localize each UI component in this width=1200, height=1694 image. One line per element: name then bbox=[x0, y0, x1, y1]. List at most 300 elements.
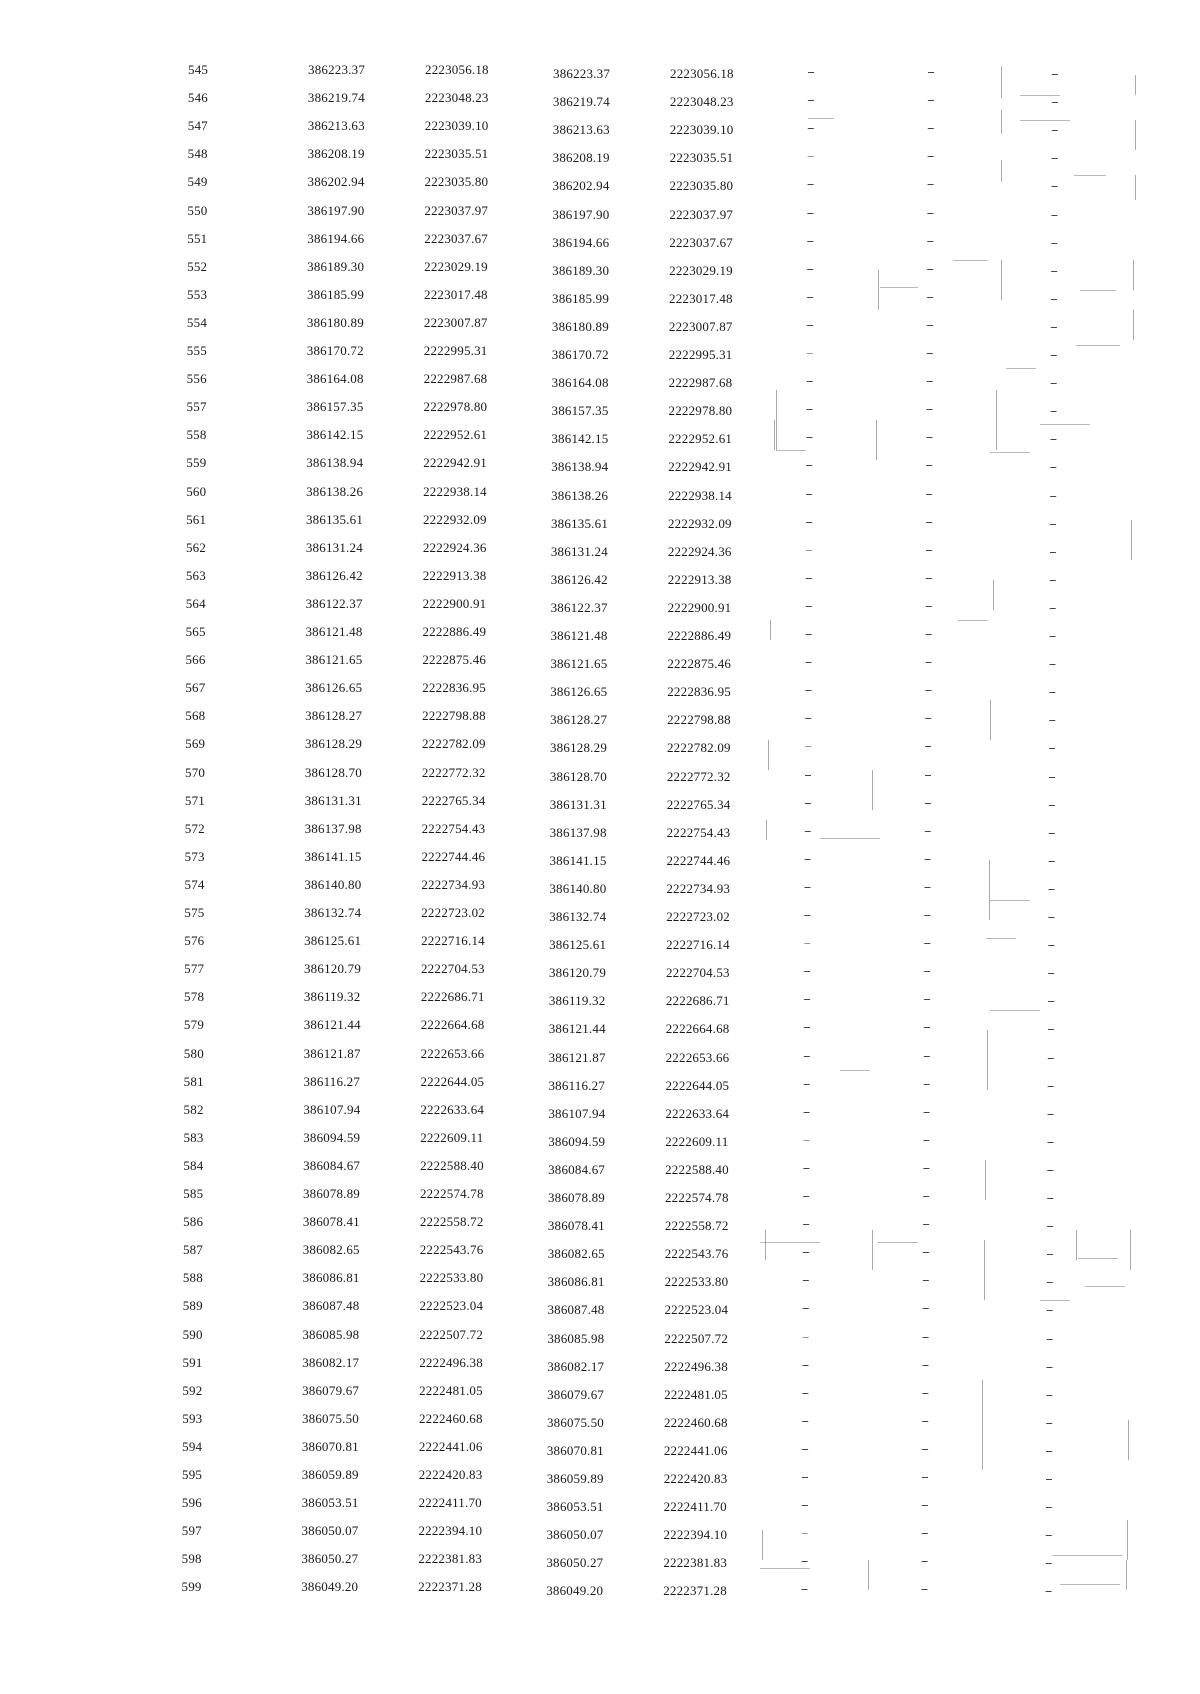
scan-line bbox=[990, 700, 991, 740]
x-coordinate-repeat-cell: 386157.35 bbox=[551, 403, 609, 419]
dash-mark bbox=[922, 1477, 928, 1478]
x-coordinate-repeat-cell: 386075.50 bbox=[546, 1414, 605, 1430]
x-coordinate-cell: 386107.94 bbox=[303, 1101, 361, 1117]
dash-mark bbox=[1048, 973, 1054, 974]
y-coordinate-repeat-cell: 2222942.91 bbox=[668, 459, 732, 475]
x-coordinate-repeat-cell: 386121.65 bbox=[550, 656, 608, 672]
x-coordinate-cell: 386189.30 bbox=[307, 258, 365, 274]
x-coordinate-repeat-cell: 386131.24 bbox=[550, 543, 608, 559]
y-coordinate-repeat-cell: 2222460.68 bbox=[663, 1414, 728, 1430]
y-coordinate-cell: 2222523.04 bbox=[419, 1298, 484, 1314]
point-number-cell: 552 bbox=[187, 258, 208, 274]
dash-mark bbox=[804, 971, 810, 972]
point-number-cell: 589 bbox=[182, 1298, 203, 1314]
table-row bbox=[0, 371, 1200, 397]
x-coordinate-cell: 386135.61 bbox=[305, 511, 364, 527]
point-number-cell: 592 bbox=[182, 1382, 203, 1398]
dash-mark bbox=[1049, 833, 1055, 834]
dash-mark bbox=[807, 409, 813, 410]
point-number-cell: 585 bbox=[183, 1186, 204, 1201]
table-row bbox=[0, 568, 1200, 594]
dash-mark bbox=[807, 353, 813, 354]
table-row bbox=[0, 118, 1200, 144]
y-coordinate-cell: 2222772.32 bbox=[421, 764, 486, 780]
table-row bbox=[0, 174, 1200, 200]
dash-mark bbox=[1051, 215, 1057, 216]
point-number-cell: 554 bbox=[186, 314, 208, 330]
y-coordinate-cell: 2222987.68 bbox=[423, 371, 488, 387]
x-coordinate-cell: 386132.74 bbox=[304, 905, 362, 920]
scan-line bbox=[1080, 290, 1116, 291]
y-coordinate-cell: 2222507.72 bbox=[419, 1326, 484, 1342]
dash-mark bbox=[1050, 580, 1056, 581]
x-coordinate-cell: 386138.26 bbox=[306, 483, 364, 499]
table-row bbox=[0, 1523, 1200, 1549]
scan-line bbox=[872, 1230, 873, 1270]
x-coordinate-cell: 386223.37 bbox=[308, 62, 366, 77]
y-coordinate-cell: 2222609.11 bbox=[420, 1129, 484, 1145]
dash-mark bbox=[925, 831, 931, 832]
point-number-cell: 568 bbox=[185, 708, 206, 724]
dash-mark bbox=[923, 1196, 929, 1197]
dash-mark bbox=[1046, 1591, 1052, 1592]
y-coordinate-cell: 2222574.78 bbox=[419, 1186, 484, 1201]
x-coordinate-cell: 386185.99 bbox=[306, 286, 365, 302]
dash-mark bbox=[806, 606, 812, 607]
x-coordinate-repeat-cell: 386059.89 bbox=[546, 1471, 604, 1486]
y-coordinate-cell: 2222633.64 bbox=[420, 1101, 485, 1117]
scan-line bbox=[1006, 368, 1036, 369]
x-coordinate-repeat-cell: 386141.15 bbox=[549, 852, 607, 868]
dash-mark bbox=[805, 831, 811, 832]
scan-line bbox=[1001, 260, 1002, 300]
point-number-cell: 577 bbox=[184, 961, 205, 977]
dash-mark bbox=[926, 578, 932, 579]
x-coordinate-cell: 386121.65 bbox=[305, 652, 363, 668]
table-row bbox=[0, 596, 1200, 622]
y-coordinate-repeat-cell: 2223007.87 bbox=[668, 318, 733, 334]
scan-line bbox=[776, 390, 777, 450]
y-coordinate-repeat-cell: 2222754.43 bbox=[666, 824, 731, 840]
scan-line bbox=[1001, 110, 1002, 134]
y-coordinate-repeat-cell: 2222481.05 bbox=[664, 1386, 728, 1402]
y-coordinate-cell: 2222664.68 bbox=[420, 1017, 485, 1033]
x-coordinate-cell: 386086.81 bbox=[302, 1270, 360, 1286]
table-row bbox=[0, 1102, 1200, 1128]
x-coordinate-repeat-cell: 386050.27 bbox=[546, 1555, 604, 1571]
point-number-cell: 551 bbox=[187, 230, 208, 246]
y-coordinate-repeat-cell: 2223017.48 bbox=[668, 290, 733, 306]
scan-line bbox=[1040, 424, 1090, 425]
x-coordinate-repeat-cell: 386086.81 bbox=[547, 1274, 605, 1290]
table-row bbox=[0, 259, 1200, 285]
x-coordinate-cell: 386120.79 bbox=[303, 961, 362, 977]
point-number-cell: 574 bbox=[184, 876, 205, 892]
y-coordinate-cell: 2223007.87 bbox=[423, 314, 488, 330]
x-coordinate-repeat-cell: 386107.94 bbox=[548, 1105, 606, 1121]
dash-mark bbox=[1049, 889, 1055, 890]
table-row bbox=[0, 1046, 1200, 1072]
x-coordinate-cell: 386050.27 bbox=[301, 1551, 359, 1567]
dash-mark bbox=[1047, 1226, 1053, 1227]
dash-mark bbox=[803, 1308, 809, 1309]
y-coordinate-repeat-cell: 2222558.72 bbox=[664, 1218, 729, 1234]
dash-mark bbox=[928, 100, 934, 101]
y-coordinate-cell: 2222924.36 bbox=[422, 539, 487, 555]
table-row bbox=[0, 1495, 1200, 1521]
y-coordinate-cell: 2222543.76 bbox=[419, 1242, 484, 1258]
dash-mark bbox=[927, 409, 933, 410]
y-coordinate-cell: 2223035.51 bbox=[424, 146, 489, 162]
scan-line bbox=[1040, 1300, 1070, 1301]
table-row bbox=[0, 62, 1200, 88]
point-number-cell: 558 bbox=[186, 427, 207, 443]
dash-mark bbox=[1050, 636, 1056, 637]
x-coordinate-repeat-cell: 386128.27 bbox=[550, 712, 608, 728]
y-coordinate-repeat-cell: 2222798.88 bbox=[667, 712, 731, 728]
table-row bbox=[0, 680, 1200, 706]
x-coordinate-repeat-cell: 386122.37 bbox=[550, 599, 608, 615]
y-coordinate-cell: 2222900.91 bbox=[422, 595, 487, 611]
dash-mark bbox=[807, 325, 813, 326]
scan-line bbox=[1135, 75, 1136, 95]
dash-mark bbox=[926, 606, 932, 607]
dash-mark bbox=[1048, 1029, 1054, 1030]
scan-line bbox=[993, 580, 994, 610]
dash-mark bbox=[802, 1589, 808, 1590]
y-coordinate-repeat-cell: 2222543.76 bbox=[664, 1246, 729, 1262]
dash-mark bbox=[1050, 439, 1056, 440]
dash-mark bbox=[804, 1084, 810, 1085]
scan-line bbox=[1135, 120, 1136, 150]
table-row bbox=[0, 315, 1200, 341]
scan-line bbox=[774, 420, 775, 450]
dash-mark bbox=[924, 999, 930, 1000]
scan-line bbox=[1001, 66, 1002, 98]
dash-mark bbox=[1051, 243, 1057, 244]
scan-line bbox=[760, 1242, 820, 1243]
dash-mark bbox=[922, 1561, 928, 1562]
y-coordinate-repeat-cell: 2222588.40 bbox=[665, 1161, 729, 1177]
x-coordinate-cell: 386213.63 bbox=[307, 118, 365, 134]
table-row bbox=[0, 708, 1200, 734]
table-row bbox=[0, 793, 1200, 819]
x-coordinate-cell: 386141.15 bbox=[304, 848, 362, 864]
y-coordinate-cell: 2222704.53 bbox=[420, 961, 485, 977]
table-row bbox=[0, 512, 1200, 538]
dash-mark bbox=[807, 297, 813, 298]
y-coordinate-cell: 2222558.72 bbox=[419, 1214, 484, 1230]
table-row bbox=[0, 989, 1200, 1015]
scan-line bbox=[808, 118, 834, 119]
x-coordinate-repeat-cell: 386128.70 bbox=[549, 768, 607, 784]
dash-mark bbox=[925, 775, 931, 776]
point-number-cell: 579 bbox=[183, 1017, 205, 1033]
y-coordinate-repeat-cell: 2223037.97 bbox=[669, 206, 734, 222]
table-row bbox=[0, 821, 1200, 847]
dash-mark bbox=[806, 494, 812, 495]
y-coordinate-repeat-cell: 2222924.36 bbox=[667, 543, 732, 559]
dash-mark bbox=[923, 1168, 929, 1169]
x-coordinate-cell: 386137.98 bbox=[304, 820, 362, 836]
dash-mark bbox=[802, 1505, 808, 1506]
y-coordinate-cell: 2222460.68 bbox=[418, 1410, 483, 1426]
dash-mark bbox=[922, 1365, 928, 1366]
x-coordinate-repeat-cell: 386084.67 bbox=[548, 1161, 606, 1177]
point-number-cell: 561 bbox=[186, 511, 207, 527]
scan-line bbox=[770, 620, 771, 640]
x-coordinate-repeat-cell: 386078.41 bbox=[547, 1218, 605, 1234]
y-coordinate-cell: 2222686.71 bbox=[420, 989, 485, 1005]
dash-mark bbox=[1046, 1479, 1052, 1480]
point-number-cell: 572 bbox=[184, 820, 205, 836]
dash-mark bbox=[923, 1224, 929, 1225]
scan-line bbox=[868, 1560, 869, 1590]
point-number-cell: 569 bbox=[185, 736, 206, 752]
x-coordinate-repeat-cell: 386079.67 bbox=[547, 1386, 605, 1402]
x-coordinate-cell: 386049.20 bbox=[301, 1579, 359, 1595]
y-coordinate-repeat-cell: 2222507.72 bbox=[664, 1330, 729, 1346]
table-row bbox=[0, 1158, 1200, 1184]
dash-mark bbox=[805, 690, 811, 691]
dash-mark bbox=[1050, 608, 1056, 609]
x-coordinate-repeat-cell: 386087.48 bbox=[547, 1302, 605, 1318]
x-coordinate-repeat-cell: 386185.99 bbox=[551, 290, 610, 306]
table-row bbox=[0, 1130, 1200, 1156]
point-number-cell: 548 bbox=[187, 146, 208, 162]
x-coordinate-repeat-cell: 386121.87 bbox=[548, 1049, 606, 1065]
y-coordinate-cell: 2222371.28 bbox=[418, 1579, 482, 1595]
dash-mark bbox=[805, 803, 811, 804]
dash-mark bbox=[1049, 748, 1055, 749]
table-row bbox=[0, 1551, 1200, 1577]
dash-mark bbox=[1046, 1395, 1052, 1396]
dash-mark bbox=[806, 522, 812, 523]
x-coordinate-repeat-cell: 386120.79 bbox=[548, 965, 607, 981]
dash-mark bbox=[924, 1027, 930, 1028]
x-coordinate-repeat-cell: 386049.20 bbox=[546, 1583, 604, 1599]
table-row bbox=[0, 1579, 1200, 1605]
x-coordinate-repeat-cell: 386128.29 bbox=[549, 740, 608, 756]
y-coordinate-cell: 2222754.43 bbox=[421, 820, 486, 836]
y-coordinate-repeat-cell: 2222644.05 bbox=[665, 1077, 730, 1093]
scan-line bbox=[996, 390, 997, 450]
point-number-cell: 549 bbox=[187, 174, 208, 190]
dash-mark bbox=[805, 775, 811, 776]
y-coordinate-cell: 2222952.61 bbox=[423, 427, 488, 443]
y-coordinate-cell: 2223037.97 bbox=[424, 202, 489, 218]
x-coordinate-repeat-cell: 386219.74 bbox=[552, 94, 610, 110]
table-row bbox=[0, 1186, 1200, 1212]
y-coordinate-cell: 2222734.93 bbox=[421, 876, 486, 892]
x-coordinate-cell: 386078.41 bbox=[302, 1214, 360, 1230]
y-coordinate-repeat-cell: 2223048.23 bbox=[669, 94, 734, 110]
dash-mark bbox=[924, 1056, 930, 1057]
dash-mark bbox=[923, 1140, 929, 1141]
x-coordinate-repeat-cell: 386050.07 bbox=[546, 1527, 604, 1543]
point-number-cell: 599 bbox=[181, 1579, 202, 1595]
dash-mark bbox=[1047, 1198, 1053, 1199]
y-coordinate-cell: 2223056.18 bbox=[425, 62, 489, 77]
dash-mark bbox=[803, 1252, 809, 1253]
scan-line bbox=[1020, 95, 1060, 96]
y-coordinate-cell: 2222394.10 bbox=[418, 1523, 483, 1539]
dash-mark bbox=[923, 1280, 929, 1281]
x-coordinate-cell: 386142.15 bbox=[306, 427, 364, 443]
dash-mark bbox=[806, 578, 812, 579]
x-coordinate-repeat-cell: 386078.89 bbox=[547, 1190, 606, 1205]
dash-mark bbox=[1052, 186, 1058, 187]
scan-line bbox=[878, 270, 879, 310]
scan-line bbox=[1128, 1420, 1129, 1460]
y-coordinate-repeat-cell: 2222987.68 bbox=[668, 375, 733, 391]
table-row bbox=[0, 540, 1200, 566]
point-number-cell: 556 bbox=[186, 371, 207, 387]
scan-line bbox=[872, 770, 873, 810]
x-coordinate-cell: 386094.59 bbox=[303, 1129, 361, 1145]
scan-line bbox=[1060, 1584, 1120, 1585]
scan-line bbox=[1085, 1286, 1125, 1287]
point-number-cell: 581 bbox=[183, 1073, 204, 1089]
dash-mark bbox=[926, 550, 932, 551]
x-coordinate-cell: 386128.29 bbox=[304, 736, 363, 752]
dash-mark bbox=[807, 213, 813, 214]
y-coordinate-cell: 2222644.05 bbox=[420, 1073, 485, 1089]
dash-mark bbox=[808, 72, 814, 73]
point-number-cell: 582 bbox=[183, 1101, 204, 1117]
y-coordinate-repeat-cell: 2222704.53 bbox=[665, 965, 730, 981]
table-row bbox=[0, 427, 1200, 453]
y-coordinate-cell: 2222723.02 bbox=[421, 905, 485, 920]
x-coordinate-cell: 386128.70 bbox=[304, 764, 362, 780]
y-coordinate-repeat-cell: 2222886.49 bbox=[667, 628, 732, 643]
scan-line bbox=[990, 1010, 1040, 1011]
dash-mark bbox=[928, 128, 934, 129]
point-number-cell: 546 bbox=[187, 90, 208, 106]
scan-line bbox=[776, 450, 806, 451]
x-coordinate-cell: 386126.42 bbox=[305, 567, 363, 583]
dash-mark bbox=[1046, 1535, 1052, 1536]
y-coordinate-repeat-cell: 2223056.18 bbox=[670, 66, 734, 81]
point-number-cell: 595 bbox=[182, 1467, 203, 1482]
dash-mark bbox=[925, 662, 931, 663]
dash-mark bbox=[927, 381, 933, 382]
scan-line bbox=[1078, 1258, 1118, 1259]
table-row bbox=[0, 203, 1200, 229]
table-row bbox=[0, 455, 1200, 481]
dash-mark bbox=[808, 128, 814, 129]
y-coordinate-repeat-cell: 2222394.10 bbox=[663, 1527, 728, 1543]
y-coordinate-cell: 2223039.10 bbox=[424, 118, 489, 134]
y-coordinate-repeat-cell: 2222653.66 bbox=[665, 1049, 730, 1065]
y-coordinate-cell: 2222978.80 bbox=[423, 399, 488, 415]
dash-mark bbox=[1050, 552, 1056, 553]
y-coordinate-cell: 2222995.31 bbox=[423, 343, 488, 358]
x-coordinate-cell: 386202.94 bbox=[307, 174, 365, 190]
y-coordinate-cell: 2223048.23 bbox=[424, 90, 489, 106]
dash-mark bbox=[806, 550, 812, 551]
y-coordinate-cell: 2222481.05 bbox=[419, 1382, 483, 1398]
y-coordinate-repeat-cell: 2222836.95 bbox=[667, 684, 731, 700]
x-coordinate-repeat-cell: 386125.61 bbox=[549, 937, 607, 953]
x-coordinate-cell: 386078.89 bbox=[302, 1186, 361, 1201]
x-coordinate-repeat-cell: 386053.51 bbox=[546, 1499, 604, 1515]
dash-mark bbox=[1048, 917, 1054, 918]
y-coordinate-repeat-cell: 2222420.83 bbox=[663, 1471, 728, 1486]
x-coordinate-repeat-cell: 386142.15 bbox=[551, 431, 609, 447]
y-coordinate-repeat-cell: 2222995.31 bbox=[668, 347, 733, 362]
point-number-cell: 591 bbox=[182, 1354, 203, 1370]
y-coordinate-cell: 2222744.46 bbox=[421, 848, 486, 864]
x-coordinate-repeat-cell: 386126.42 bbox=[550, 571, 608, 587]
y-coordinate-cell: 2222765.34 bbox=[421, 792, 486, 808]
table-row bbox=[0, 1298, 1200, 1324]
table-row bbox=[0, 877, 1200, 903]
dash-mark bbox=[1049, 861, 1055, 862]
dash-mark bbox=[804, 1112, 810, 1113]
table-row bbox=[0, 736, 1200, 762]
point-number-cell: 555 bbox=[186, 343, 207, 358]
y-coordinate-repeat-cell: 2223035.80 bbox=[669, 178, 734, 194]
x-coordinate-cell: 386087.48 bbox=[302, 1298, 360, 1314]
table-row bbox=[0, 961, 1200, 987]
dash-mark bbox=[923, 1308, 929, 1309]
y-coordinate-repeat-cell: 2222686.71 bbox=[665, 993, 730, 1009]
x-coordinate-repeat-cell: 386197.90 bbox=[552, 206, 610, 222]
y-coordinate-repeat-cell: 2222411.70 bbox=[663, 1499, 727, 1515]
point-number-cell: 587 bbox=[182, 1242, 204, 1258]
x-coordinate-cell: 386082.65 bbox=[302, 1242, 360, 1258]
point-number-cell: 594 bbox=[182, 1438, 203, 1454]
dash-mark bbox=[1052, 102, 1058, 103]
dash-mark bbox=[925, 718, 931, 719]
dash-mark bbox=[927, 269, 933, 270]
point-number-cell: 593 bbox=[182, 1410, 203, 1426]
dash-mark bbox=[1052, 130, 1058, 131]
scan-line bbox=[982, 1380, 983, 1470]
dash-mark bbox=[1046, 1367, 1052, 1368]
point-number-cell: 550 bbox=[187, 202, 208, 218]
x-coordinate-cell: 386140.80 bbox=[304, 876, 362, 892]
scan-line bbox=[953, 260, 988, 261]
dash-mark bbox=[1046, 1451, 1052, 1452]
dash-mark bbox=[1050, 496, 1056, 497]
dash-mark bbox=[1051, 355, 1057, 356]
point-number-cell: 553 bbox=[187, 286, 208, 302]
scan-line bbox=[1076, 1230, 1077, 1260]
scan-line bbox=[989, 860, 990, 920]
y-coordinate-repeat-cell: 2222716.14 bbox=[666, 937, 730, 953]
dash-mark bbox=[804, 999, 810, 1000]
scan-line bbox=[1126, 1560, 1127, 1590]
dash-mark bbox=[1048, 1001, 1054, 1002]
dash-mark bbox=[924, 1084, 930, 1085]
scan-line bbox=[1130, 1230, 1131, 1270]
scan-line bbox=[1133, 310, 1134, 340]
y-coordinate-repeat-cell: 2222938.14 bbox=[668, 487, 732, 503]
x-coordinate-cell: 386084.67 bbox=[303, 1157, 361, 1173]
x-coordinate-repeat-cell: 386121.48 bbox=[550, 628, 608, 643]
y-coordinate-cell: 2223029.19 bbox=[424, 258, 488, 274]
y-coordinate-repeat-cell: 2222772.32 bbox=[666, 768, 731, 784]
x-coordinate-cell: 386180.89 bbox=[306, 314, 364, 330]
y-coordinate-repeat-cell: 2222932.09 bbox=[667, 515, 732, 531]
y-coordinate-repeat-cell: 2222734.93 bbox=[666, 880, 731, 896]
x-coordinate-repeat-cell: 386138.94 bbox=[551, 459, 609, 475]
dash-mark bbox=[926, 465, 932, 466]
x-coordinate-repeat-cell: 386131.31 bbox=[549, 796, 607, 812]
dash-mark bbox=[1050, 524, 1056, 525]
